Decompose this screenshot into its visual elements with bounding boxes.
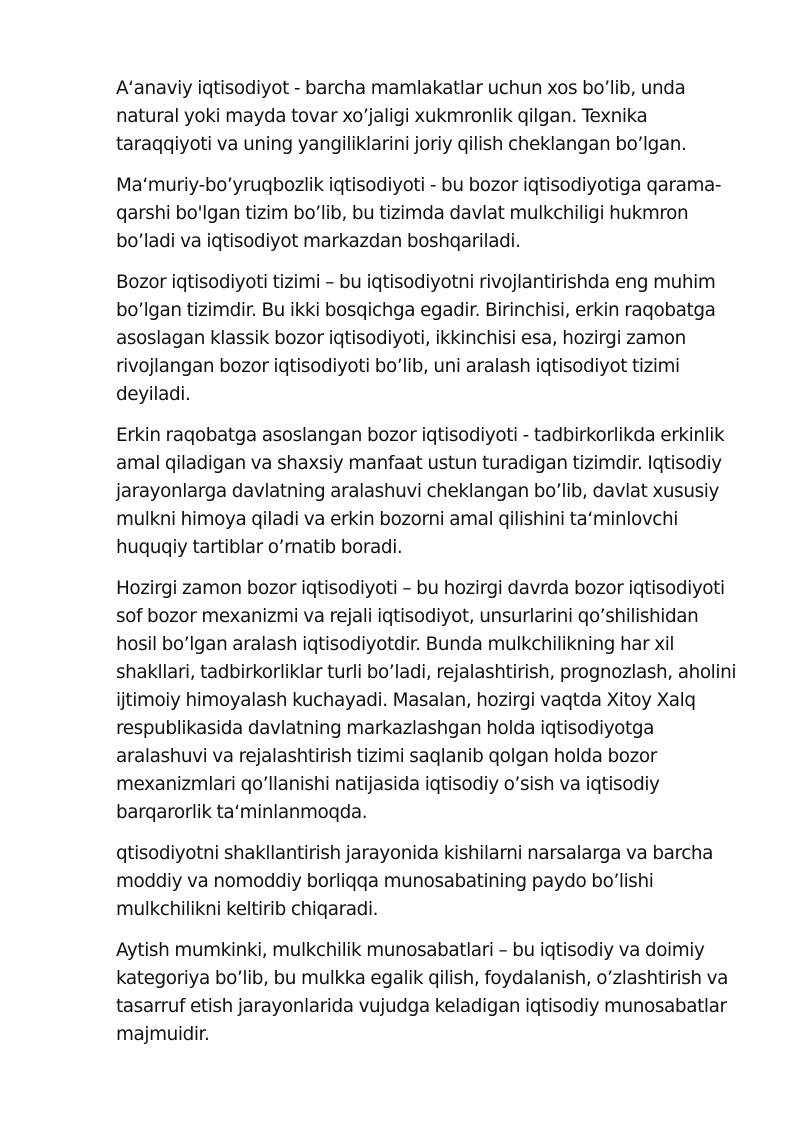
paragraph-free-competition-economy: Erkin raqobatga asoslangan bozor iqtisodiyoti - tadbirkorlikda erkinlik amal qiladigan va shaxsiy manfaat ustun turadigan tizimdir. Iqtisodiy jarayonlarga davlatning aralashuvi cheklangan bo’lib, davlat xususiy mulkni himoya qiladi va erkin bozorni amal qilishini taʻminlovchi huquqiy tartiblar o’rnatib boradi. bbox=[116, 425, 725, 558]
paragraph-traditional-economy: Aʻanaviy iqtisodiyot - barcha mamlakatlar uchun xos bo’lib, unda natural yoki mayda tovar xo’jaligi xukmronlik qilgan. Texnika taraqqiyoti va uning yangiliklarini joriy qilish cheklangan bo’lgan. bbox=[116, 78, 687, 155]
paragraph-ownership-origin: qtisodiyotni shakllantirish jarayonida kishilarni narsalarga va barcha moddiy va nomoddiy borliqqa munosabatining paydo bo’lishi mulkchilikni keltirib chiqaradi. bbox=[116, 843, 714, 920]
paragraph-modern-market-economy: Hozirgi zamon bozor iqtisodiyoti – bu hozirgi davrda bozor iqtisodiyoti sof bozor mexanizmi va rejali iqtisodiyot, unsurlarini qo’shilishidan hosil bo’lgan aralash iqtisodiyotdir. Bunda mulkchilikning har xil shakllari, tadbirkorliklar turli bo’ladi, rejalashtirish, prognozlash, aholini ijtimoiy himoyalash kuchayadi. Masalan, hozirgi vaqtda Xitoy Xalq respublikasida davlatning markazlashgan holda iqtisodiyotga aralashuvi va rejalashtirish tizimi saqlanib qolgan holda bozor mexanizmlari qo’llanishi natijasida iqtisodiy o’sish va iqtisodiy barqarorlik taʻminlanmoqda. bbox=[116, 578, 737, 823]
document-body bbox=[116, 75, 744, 1062]
paragraph-market-economy-system: Bozor iqtisodiyoti tizimi – bu iqtisodiyotni rivojlantirishda eng muhim bo’lgan tizimdir. Bu ikki bosqichga egadir. Birinchisi, erkin raqobatga asoslagan klassik bozor iqtisodiyoti, ikkinchisi esa, hozirgi zamon rivojlangan bozor iqtisodiyoti bo’lib, uni aralash iqtisodiyot tizimi deyiladi. bbox=[116, 272, 716, 405]
paragraph-ownership-relations: Aytish mumkinki, mulkchilik munosabatlari – bu iqtisodiy va doimiy kategoriya bo’lib, bu mulkka egalik qilish, foydalanish, o’zlashtirish va tasarruf etish jarayonlarida vujudga keladigan iqtisodiy munosabatlar majmuidir. bbox=[116, 940, 728, 1045]
paragraph-command-economy: Maʻmuriy-bo’yruqbozlik iqtisodiyoti - bu bozor iqtisodiyotiga qarama-qarshi bo'lgan tizim bo’lib, bu tizimda davlat mulkchiligi hukmron bo’ladi va iqtisodiyot markazdan boshqariladi. bbox=[116, 175, 722, 252]
